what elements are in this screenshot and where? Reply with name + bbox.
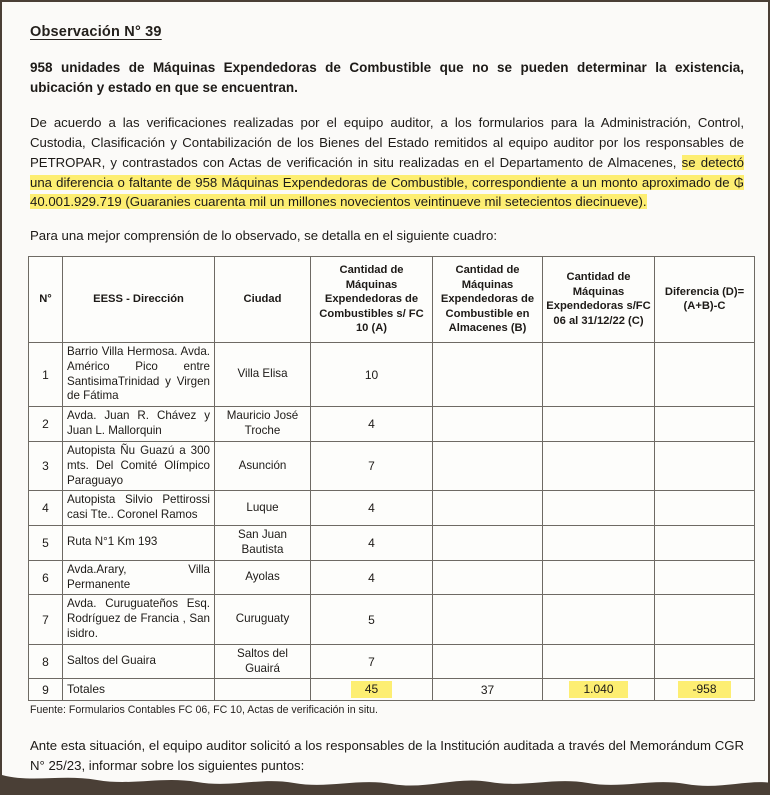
column-header-nro: N° xyxy=(29,256,63,342)
body-paragraph xyxy=(30,113,744,212)
table-row xyxy=(29,407,755,442)
body-paragraph-highlighted-text: se detectó una diferencia o faltante de 958 Máquinas Expendedoras de Combustible, correspondiente a un monto aproximado de ₲ 40.001.929.719 (Guaranies cuarenta mil un millones novecientos veintinueve mil setecientos diecinueve). xyxy=(30,154,745,210)
cell-eess: Avda.Arary, Villa Permanente xyxy=(63,560,215,595)
cell-col-d xyxy=(655,441,755,490)
column-header-col-b: Cantidad de Máquinas Expendedoras de Combustible en Almacenes (B) xyxy=(433,256,543,342)
cell-ciudad xyxy=(215,679,311,701)
cell-col-a: 5 xyxy=(311,595,433,644)
cell-col-c xyxy=(543,407,655,442)
cell-nro: 7 xyxy=(29,595,63,644)
highlighted-total-c: 1.040 xyxy=(569,681,627,698)
highlighted-total-a: 45 xyxy=(351,681,392,698)
cell-col-d xyxy=(655,342,755,406)
body-paragraph-plain-text: De acuerdo a las verificaciones realizadas por el equipo auditor, a los formularios para la Administración, Control, Custodia, Clasificación y Contabilización de los Bienes del Estado remitidos al equipo auditor por los responsables de PETROPAR, y contrastados con Actas de verificación in situ realizadas en el Departamento de Almacenes, xyxy=(30,115,744,170)
cell-ciudad: Saltos del Guairá xyxy=(215,644,311,679)
cell-col-a: 4 xyxy=(311,407,433,442)
cell-col-b xyxy=(433,595,543,644)
cell-col-b xyxy=(433,407,543,442)
table-row xyxy=(29,526,755,561)
cell-eess: Avda. Juan R. Chávez y Juan L. Mallorquin xyxy=(63,407,215,442)
cell-col-d xyxy=(655,595,755,644)
table-row xyxy=(29,342,755,406)
cell-col-a: 10 xyxy=(311,342,433,406)
highlighted-total-d: -958 xyxy=(678,681,730,698)
cell-col-d xyxy=(655,407,755,442)
cell-nro: 4 xyxy=(29,491,63,526)
cell-nro: 1 xyxy=(29,342,63,406)
cell-col-b xyxy=(433,342,543,406)
cell-col-b xyxy=(433,644,543,679)
cell-col-d xyxy=(655,491,755,526)
cell-col-a: 4 xyxy=(311,526,433,561)
table-source-note: Fuente: Formularios Contables FC 06, FC 10, Actas de verificación in situ. xyxy=(30,704,378,717)
cell-col-c xyxy=(543,441,655,490)
cell-nro: 2 xyxy=(29,407,63,442)
cell-col-b xyxy=(433,491,543,526)
cell-col-b xyxy=(433,526,543,561)
cell-nro: 9 xyxy=(29,679,63,701)
cell-col-c xyxy=(543,595,655,644)
cell-col-d xyxy=(655,644,755,679)
cell-col-b xyxy=(433,560,543,595)
cell-totals-label: Totales xyxy=(63,679,215,701)
cell-col-c xyxy=(543,644,655,679)
cell-eess: Ruta N°1 Km 193 xyxy=(63,526,215,561)
table-body xyxy=(29,342,755,701)
cell-total-col-d xyxy=(655,679,755,701)
cell-col-c xyxy=(543,526,655,561)
table-row xyxy=(29,491,755,526)
closing-paragraph: Ante esta situación, el equipo auditor solicitó a los responsables de la Institución auditada a través del Memorándum CGR N° 25/23, informar sobre los siguientes puntos: xyxy=(30,738,744,774)
table-intro-paragraph: Para una mejor comprensión de lo observado, se detalla en el siguiente cuadro: xyxy=(30,228,497,244)
cell-col-d xyxy=(655,526,755,561)
cell-ciudad: Ayolas xyxy=(215,560,311,595)
cell-eess: Autopista Ñu Guazú a 300 mts. Del Comité Olímpico Paraguayo xyxy=(63,441,215,490)
table-row xyxy=(29,441,755,490)
cell-nro: 6 xyxy=(29,560,63,595)
cell-nro: 5 xyxy=(29,526,63,561)
column-header-col-c: Cantidad de Máquinas Expendedoras s/FC 06 al 31/12/22 (C) xyxy=(543,256,655,342)
cell-ciudad: Villa Elisa xyxy=(215,342,311,406)
table-header-row xyxy=(29,256,755,342)
cell-col-c xyxy=(543,491,655,526)
cell-ciudad: Curuguaty xyxy=(215,595,311,644)
cell-ciudad: Luque xyxy=(215,491,311,526)
table-header xyxy=(29,256,755,342)
cell-total-col-b: 37 xyxy=(433,679,543,701)
cell-ciudad: San Juan Bautista xyxy=(215,526,311,561)
cell-eess: Barrio Villa Hermosa. Avda. Américo Pico entre SantisimaTrinidad y Virgen de Fátima xyxy=(63,342,215,406)
cell-nro: 8 xyxy=(29,644,63,679)
column-header-col-a: Cantidad de Máquinas Expendedoras de Combustibles s/ FC 10 (A) xyxy=(311,256,433,342)
cell-total-col-c xyxy=(543,679,655,701)
table-totals-row xyxy=(29,679,755,701)
cell-col-b xyxy=(433,441,543,490)
cell-nro: 3 xyxy=(29,441,63,490)
column-header-col-d: Diferencia (D)=(A+B)-C xyxy=(655,256,755,342)
cell-total-col-a xyxy=(311,679,433,701)
table-row xyxy=(29,560,755,595)
cell-eess: Avda. Curuguateños Esq. Rodríguez de Francia , San isidro. xyxy=(63,595,215,644)
cell-eess: Saltos del Guaira xyxy=(63,644,215,679)
table-row xyxy=(29,644,755,679)
observation-summary-heading: 958 unidades de Máquinas Expendedoras de Combustible que no se pueden determinar la existencia, ubicación y estado en que se encuentran. xyxy=(30,60,744,95)
cell-col-c xyxy=(543,560,655,595)
cell-col-a: 4 xyxy=(311,560,433,595)
cell-col-a: 4 xyxy=(311,491,433,526)
table-row xyxy=(29,595,755,644)
page-content xyxy=(2,2,768,776)
observation-title: Observación N° 39 xyxy=(30,24,162,40)
cell-ciudad: Asunción xyxy=(215,441,311,490)
torn-page-edge-graphic xyxy=(2,773,770,795)
cell-eess: Autopista Silvio Pettirossi casi Tte.. Coronel Ramos xyxy=(63,491,215,526)
column-header-eess: EESS - Dirección xyxy=(63,256,215,342)
cell-ciudad: Mauricio José Troche xyxy=(215,407,311,442)
cell-col-a: 7 xyxy=(311,441,433,490)
machines-inventory-table xyxy=(28,256,755,702)
cell-col-d xyxy=(655,560,755,595)
column-header-ciudad: Ciudad xyxy=(215,256,311,342)
cell-col-c xyxy=(543,342,655,406)
cell-col-a: 7 xyxy=(311,644,433,679)
